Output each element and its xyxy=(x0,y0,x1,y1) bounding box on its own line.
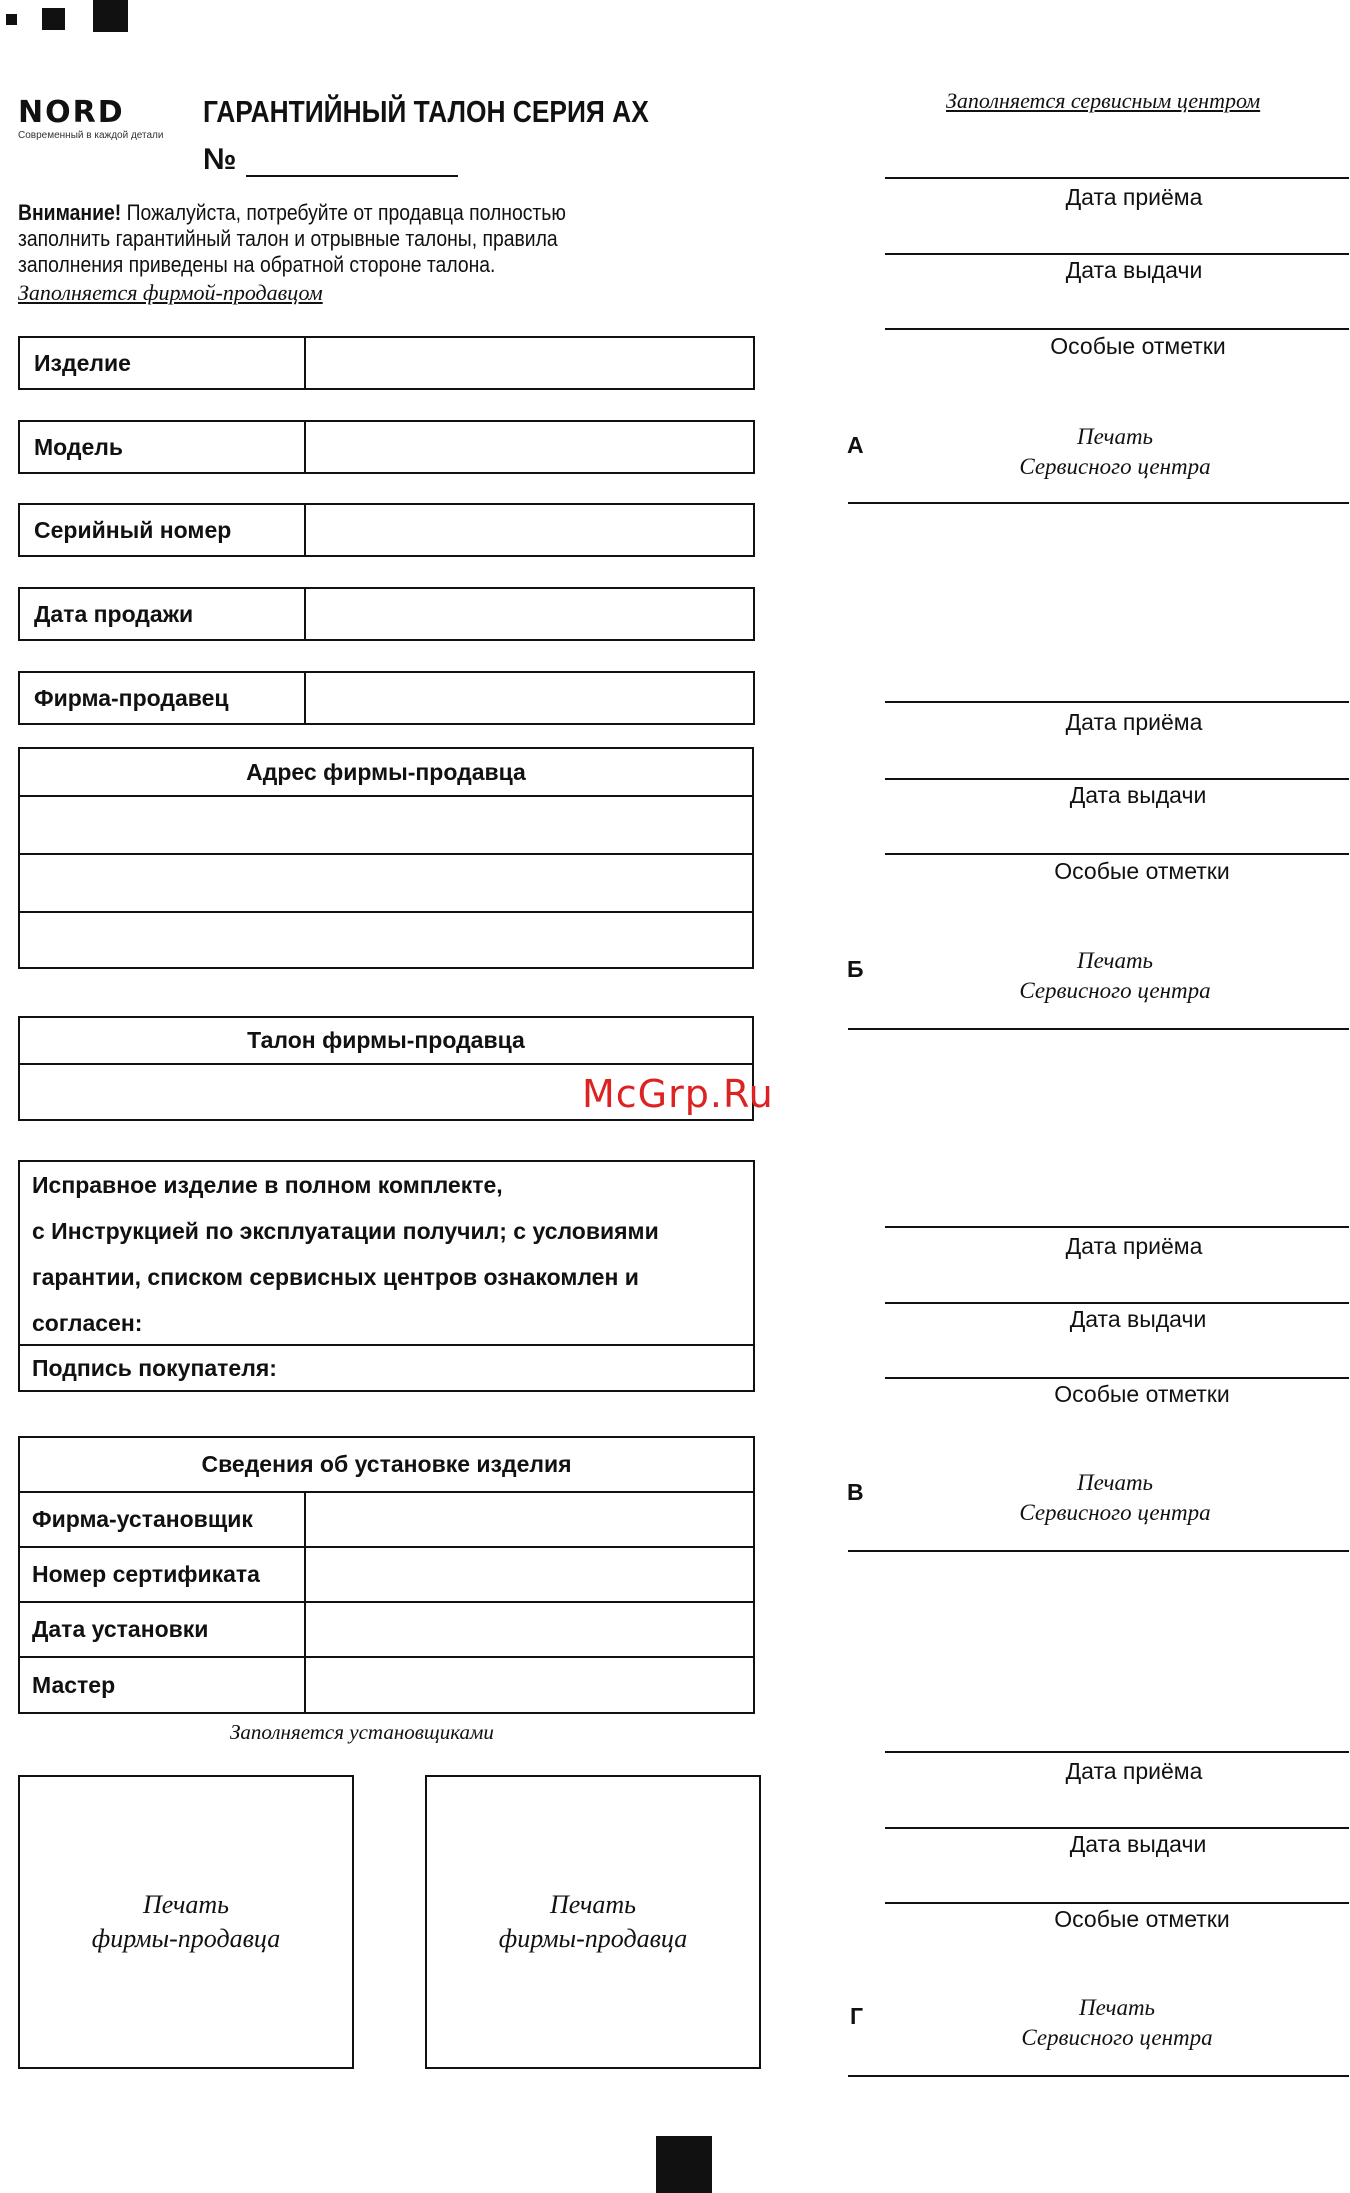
issue-date-label: Дата выдачи xyxy=(1069,782,1207,808)
field-row-product xyxy=(18,336,755,390)
installation-row xyxy=(20,1548,753,1603)
registration-mark-medium xyxy=(42,8,65,30)
installation-value[interactable] xyxy=(306,1493,753,1546)
notice xyxy=(18,200,634,278)
stamp-line: Печать xyxy=(550,1890,636,1919)
field-value[interactable] xyxy=(306,589,753,639)
coupon-line xyxy=(885,328,1349,330)
stamp-line: Печать xyxy=(143,1890,229,1919)
seller-stamp-box xyxy=(425,1775,761,2069)
issue-date-label: Дата выдачи xyxy=(1069,1306,1207,1332)
service-stamp xyxy=(957,1993,1277,2053)
address-line[interactable] xyxy=(20,797,752,855)
acceptance-line: гарантии, списком сервисных центров ознакомлен и xyxy=(32,1264,639,1290)
notice-text: Пожалуйста, потребуйте от продавца полностью заполнить гарантийный талон и отрывные талоны, правила заполнения приведены на обратной стороне талона. xyxy=(18,200,566,277)
number-blank[interactable] xyxy=(246,149,458,177)
stamp-line: Сервисного центра xyxy=(1019,1500,1211,1525)
service-stamp xyxy=(955,422,1275,482)
coupon-line xyxy=(885,701,1349,703)
field-row-seller xyxy=(18,671,755,725)
field-label: Серийный номер xyxy=(20,505,306,555)
installation-box xyxy=(18,1436,755,1714)
address-line[interactable] xyxy=(20,913,752,969)
stamp-line: фирмы-продавца xyxy=(498,1924,688,1953)
field-value[interactable] xyxy=(306,673,753,723)
field-value[interactable] xyxy=(306,338,753,388)
coupon-tear-line xyxy=(848,1550,1349,1552)
receive-date-label: Дата приёма xyxy=(1065,1233,1203,1259)
coupon-line xyxy=(885,853,1349,855)
stamp-line: Печать xyxy=(1076,424,1154,449)
installation-label: Дата установки xyxy=(20,1603,306,1656)
registration-mark-bottom xyxy=(656,2136,712,2193)
coupon-line xyxy=(885,177,1349,179)
coupon-letter: Б xyxy=(847,956,864,982)
installation-value[interactable] xyxy=(306,1658,753,1713)
coupon-tear-line xyxy=(848,1028,1349,1030)
field-label: Дата продажи xyxy=(20,589,306,639)
number-label: № xyxy=(203,143,237,176)
installation-value[interactable] xyxy=(306,1603,753,1656)
logo-tagline: Современный в каждой детали xyxy=(18,130,164,141)
field-row-model xyxy=(18,420,755,474)
field-row-sale-date xyxy=(18,587,755,641)
seller-stamp-box xyxy=(18,1775,354,2069)
coupon-letter: Г xyxy=(850,2003,864,2029)
registration-mark-small xyxy=(6,14,17,25)
installation-row xyxy=(20,1658,753,1713)
field-label: Изделие xyxy=(20,338,306,388)
filled-by-seller-note: Заполняется фирмой-продавцом xyxy=(18,280,323,305)
coupon-line xyxy=(885,1377,1349,1379)
installation-label: Фирма-установщик xyxy=(20,1493,306,1546)
receive-date-label: Дата приёма xyxy=(1065,709,1203,735)
nord-logo xyxy=(18,95,164,141)
coupon-tear-line xyxy=(848,502,1349,504)
service-center-header: Заполняется сервисным центром xyxy=(946,88,1261,113)
stamp-line: Печать xyxy=(1078,1995,1156,2020)
page-title: ГАРАНТИЙНЫЙ ТАЛОН СЕРИЯ АХ xyxy=(203,94,649,129)
customer-signature[interactable]: Подпись покупателя: xyxy=(32,1354,277,1381)
special-notes-label: Особые отметки xyxy=(1054,1381,1230,1407)
installation-row xyxy=(20,1603,753,1658)
special-notes-label: Особые отметки xyxy=(1054,858,1230,884)
installation-label: Номер сертификата xyxy=(20,1548,306,1601)
installation-value[interactable] xyxy=(306,1548,753,1601)
registration-mark-large xyxy=(93,0,128,32)
logo-wordmark: NORD xyxy=(18,95,125,130)
installation-row xyxy=(20,1493,753,1548)
service-stamp xyxy=(955,1468,1275,1528)
special-notes-label: Особые отметки xyxy=(1054,1906,1230,1932)
watermark: McGrp.Ru xyxy=(582,1072,774,1116)
coupon-line xyxy=(885,1902,1349,1904)
coupon-line xyxy=(885,1751,1349,1753)
stamp-line: Сервисного центра xyxy=(1019,454,1211,479)
seller-address-header: Адрес фирмы-продавца xyxy=(20,749,752,797)
receive-date-label: Дата приёма xyxy=(1065,184,1203,210)
address-line[interactable] xyxy=(20,855,752,913)
stamp-line: Сервисного центра xyxy=(1019,978,1211,1003)
number-line xyxy=(203,143,458,177)
coupon-tear-line xyxy=(848,2075,1349,2077)
stamp-line: фирмы-продавца xyxy=(91,1924,281,1953)
field-value[interactable] xyxy=(306,505,753,555)
field-label: Фирма-продавец xyxy=(20,673,306,723)
notice-bold: Внимание! xyxy=(18,200,122,225)
coupon-line xyxy=(885,778,1349,780)
acceptance-text xyxy=(20,1162,753,1346)
field-label: Модель xyxy=(20,422,306,472)
service-stamp xyxy=(955,946,1275,1006)
acceptance-box xyxy=(18,1160,755,1392)
seller-coupon-header: Талон фирмы-продавца xyxy=(20,1018,752,1065)
field-value[interactable] xyxy=(306,422,753,472)
coupon-letter: В xyxy=(847,1479,864,1505)
coupon-line xyxy=(885,1827,1349,1829)
issue-date-label: Дата выдачи xyxy=(1069,1831,1207,1857)
coupon-letter: А xyxy=(847,432,864,458)
coupon-line xyxy=(885,1226,1349,1228)
special-notes-label: Особые отметки xyxy=(1050,333,1226,359)
stamp-line: Печать xyxy=(1076,1470,1154,1495)
seller-address-box xyxy=(18,747,754,969)
installation-note: Заполняется установщиками xyxy=(230,1720,494,1744)
acceptance-line: с Инструкцией по эксплуатации получил; с условиями xyxy=(32,1218,659,1244)
coupon-line xyxy=(885,253,1349,255)
field-row-serial xyxy=(18,503,755,557)
issue-date-label: Дата выдачи xyxy=(1065,257,1203,283)
acceptance-line: согласен: xyxy=(32,1310,143,1336)
stamp-line: Сервисного центра xyxy=(1021,2025,1213,2050)
coupon-line xyxy=(885,1302,1349,1304)
stamp-line: Печать xyxy=(1076,948,1154,973)
receive-date-label: Дата приёма xyxy=(1065,1758,1203,1784)
installation-header: Сведения об установке изделия xyxy=(20,1438,753,1493)
installation-label: Мастер xyxy=(20,1658,306,1713)
acceptance-line: Исправное изделие в полном комплекте, xyxy=(32,1172,503,1198)
